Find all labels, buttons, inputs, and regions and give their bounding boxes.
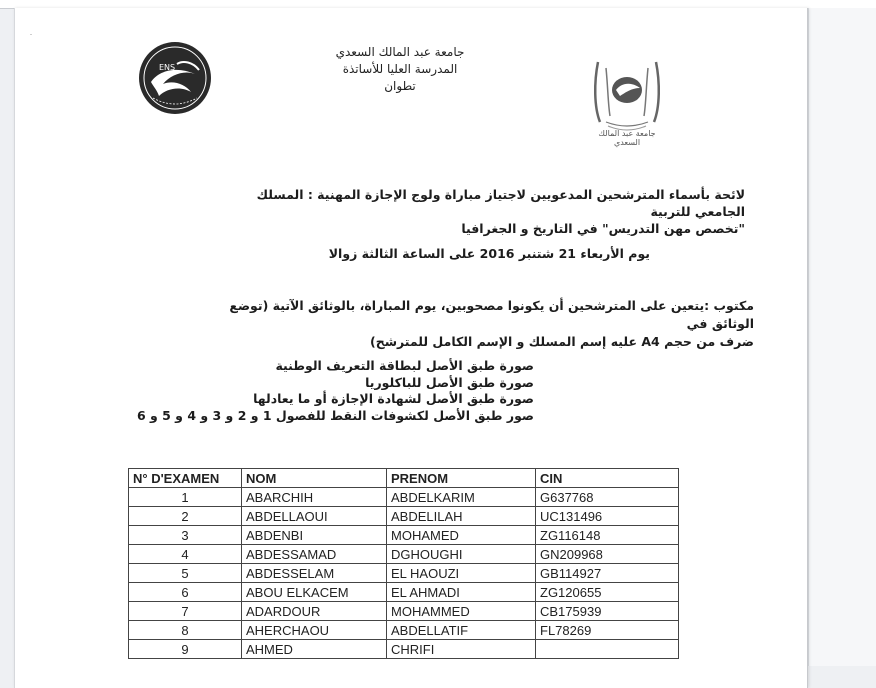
university-name: جامعة عبد المالك السعدي [335,45,465,59]
cell-prenom: DGHOUGHI [387,545,536,564]
cell-exam-number: 7 [129,602,242,621]
table-row [129,564,679,583]
cell-nom: ABDESSAMAD [242,545,387,564]
cell-exam-number: 2 [129,507,242,526]
cell-prenom: ABDELKARIM [387,488,536,507]
cell-cin: FL78269 [536,621,679,640]
document-item: صورة طبق الأصل لبطاقة التعريف الوطنية [275,358,534,373]
cell-cin: G637768 [536,488,679,507]
exam-date: يوم الأربعاء 21 شتنبر 2016 على الساعة الثالثة زوالا [328,246,650,261]
header-cin: CIN [536,469,679,488]
cell-exam-number: 1 [129,488,242,507]
cell-nom: ABARCHIH [242,488,387,507]
cell-exam-number: 4 [129,545,242,564]
table-header-row [129,469,679,488]
cell-cin: UC131496 [536,507,679,526]
cell-prenom: EL HAOUZI [387,564,536,583]
cell-nom: ABDELLAOUI [242,507,387,526]
table-row [129,526,679,545]
cell-nom: ABOU ELKACEM [242,583,387,602]
document-item: صور طبق الأصل لكشوفات النقط للفصول 1 و 2 و 3 و 4 و 5 و 6 [136,407,534,423]
document-title [205,186,745,237]
table-row [129,602,679,621]
cell-nom: ADARDOUR [242,602,387,621]
cell-exam-number: 8 [129,621,242,640]
table-row [129,621,679,640]
cell-exam-number: 5 [129,564,242,583]
cell-prenom: ABDELLATIF [387,621,536,640]
cell-nom: AHMED [242,640,387,659]
cell-exam-number: 6 [129,583,242,602]
cell-cin: CB175939 [536,602,679,621]
table-row [129,488,679,507]
institution-header [300,44,500,95]
header-exam-number: N° D'EXAMEN [129,469,242,488]
cell-cin: GB114927 [536,564,679,583]
cell-prenom: EL AHMADI [387,583,536,602]
candidates-table [128,468,679,659]
table-row [129,507,679,526]
cell-prenom: CHRIFI [387,640,536,659]
document-item: صورة طبق الأصل للباكلوريا [365,374,534,390]
notice-line-2: ضرف من حجم A4 عليه إسم المسلك و الإسم الكامل للمترشح) [370,334,754,349]
table-row [129,583,679,602]
cell-prenom: MOHAMED [387,526,536,545]
cell-nom: ABDESSELAM [242,564,387,583]
ens-logo-text: ENS [159,63,176,72]
university-logo-caption: جامعة عبد المالك السعدي [598,129,656,147]
cell-cin [536,640,679,659]
notice-text [194,297,754,351]
document-item: صورة طبق الأصل لشهادة الإجازة أو ما يعادلها [253,391,534,406]
scan-speck [30,34,32,35]
cell-exam-number: 9 [129,640,242,659]
notice-line-1: مكتوب :يتعين على المترشحين أن يكونوا مصحوبين، يوم المباراة، بالوثائق الآتية (توضع الوثائق في [229,298,754,331]
viewer-side-pane [808,8,876,666]
cell-cin: GN209968 [536,545,679,564]
table-row [129,640,679,659]
cell-cin: ZG120655 [536,583,679,602]
title-line-1: لائحة بأسماء المترشحين المدعويين لاجتياز مباراة ولوج الإجازة المهنية : المسلك الجامعي للتربية [256,187,745,219]
cell-nom: AHERCHAOU [242,621,387,640]
required-documents-list [136,358,534,424]
city-name: تطوان [384,79,416,93]
table-row [129,545,679,564]
cell-cin: ZG116148 [536,526,679,545]
school-name: المدرسة العليا للأساتذة [342,62,458,76]
title-line-2: "تخصص مهن التدريس" في التاريخ و الجغرافيا [461,221,745,236]
cell-prenom: MOHAMMED [387,602,536,621]
header-nom: NOM [242,469,387,488]
cell-nom: ABDENBI [242,526,387,545]
header-prenom: PRENOM [387,469,536,488]
ens-logo-icon [137,40,213,116]
cell-prenom: ABDELILAH [387,507,536,526]
table-body [129,488,679,659]
cell-exam-number: 3 [129,526,242,545]
